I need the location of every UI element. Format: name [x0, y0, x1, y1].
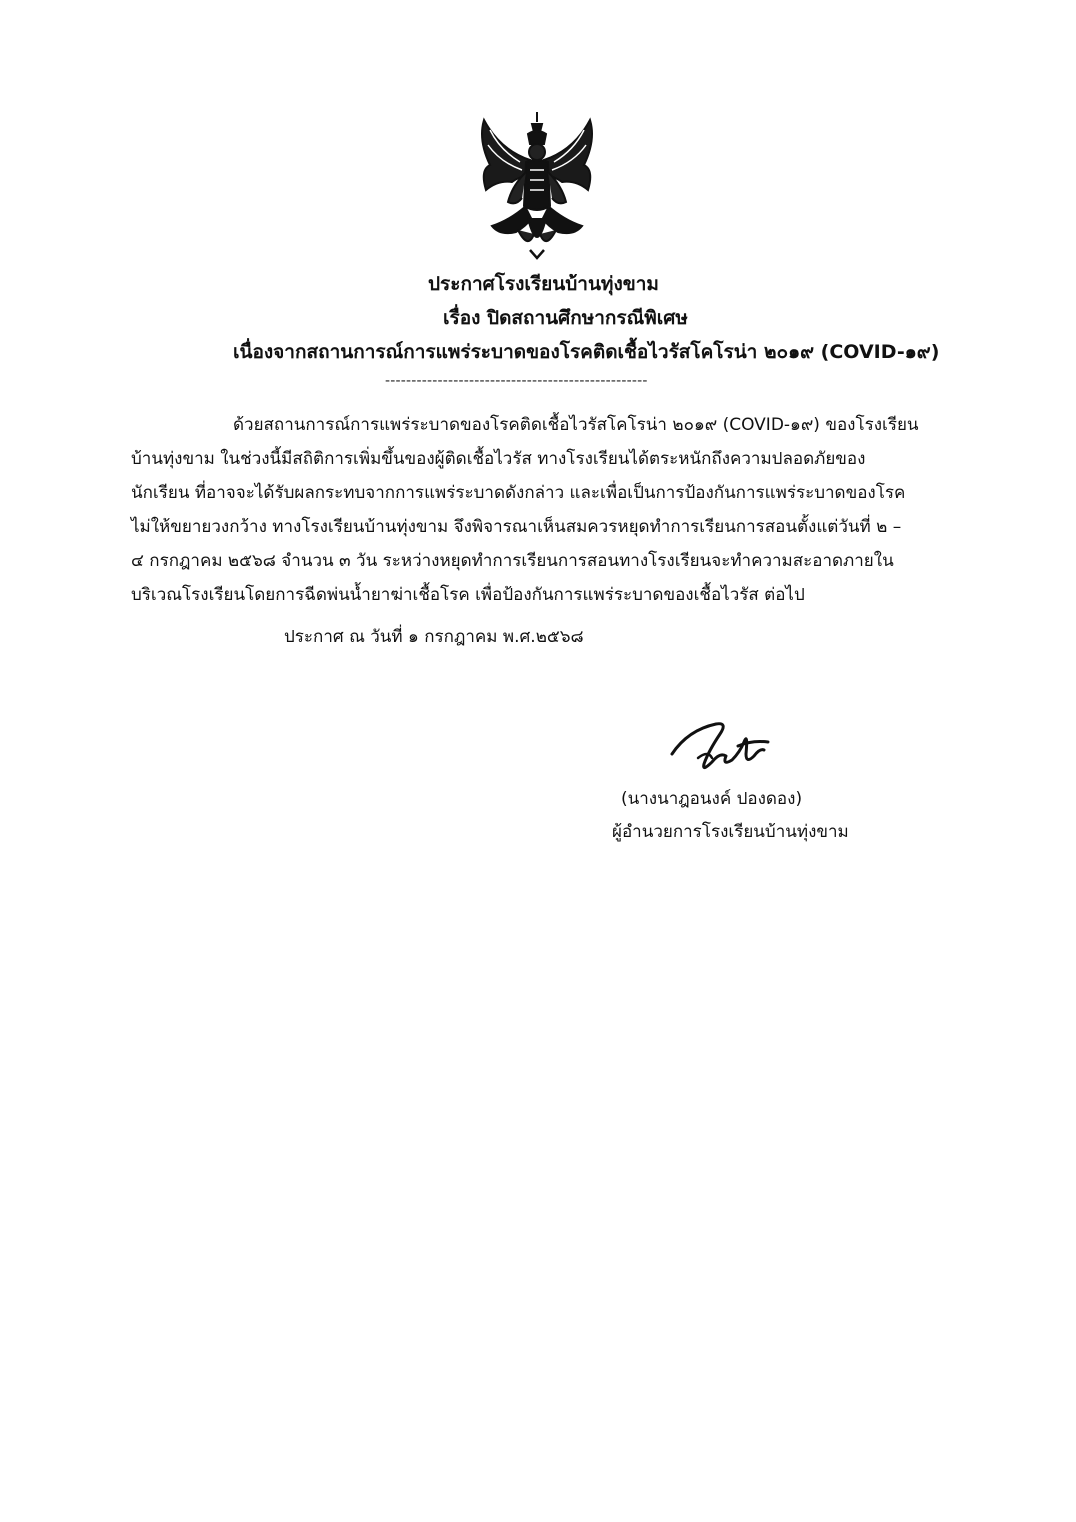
announcement-heading: ประกาศโรงเรียนบ้านทุ่งขาม: [428, 273, 659, 295]
announcement-date: ประกาศ ณ วันที่ ๑ กรกฎาคม พ.ศ.๒๕๖๘: [284, 627, 584, 647]
body-line: ๔ กรกฎาคม ๒๕๖๘ จำนวน ๓ วัน ระหว่างหยุดทำการเรียนการสอนทางโรงเรียนจะทำความสะอาดภายใน: [131, 551, 894, 571]
signer-title: ผู้อำนวยการโรงเรียนบ้านทุ่งขาม: [612, 822, 849, 842]
body-line: บริเวณโรงเรียนโดยการฉีดพ่นน้ำยาฆ่าเชื้อโรค เพื่อป้องกันการแพร่ระบาดของเชื้อไวรัส ต่อไป: [131, 585, 805, 605]
garuda-emblem-icon: [470, 110, 605, 260]
signature-icon: [668, 712, 778, 777]
body-line: นักเรียน ที่อาจจะได้รับผลกระทบจากการแพร่ระบาดดังกล่าว และเพื่อเป็นการป้องกันการแพร่ระบาดของโรค: [131, 483, 906, 503]
signer-name: (นางนาฎอนงค์ ปองดอง): [621, 789, 803, 809]
subject-detail: เนื่องจากสถานการณ์การแพร่ระบาดของโรคติดเชื้อไวรัสโคโรน่า ๒๐๑๙ (COVID-๑๙): [233, 341, 940, 363]
body-line: ไม่ให้ขยายวงกว้าง ทางโรงเรียนบ้านทุ่งขาม จึงพิจารณาเห็นสมควรหยุดทำการเรียนการสอนตั้งแต่วันที่ ๒ –: [131, 517, 902, 537]
divider: --------------------------------------------------: [385, 373, 648, 389]
body-line: บ้านทุ่งขาม ในช่วงนี้มีสถิติการเพิ่มขึ้นของผู้ติดเชื้อไวรัส ทางโรงเรียนได้ตระหนักถึงความปลอดภัยของ: [131, 449, 866, 469]
subject-line: เรื่อง ปิดสถานศึกษากรณีพิเศษ: [443, 307, 688, 329]
body-line: ด้วยสถานการณ์การแพร่ระบาดของโรคติดเชื้อไวรัสโคโรน่า ๒๐๑๙ (COVID-๑๙) ของโรงเรียน: [233, 415, 919, 435]
